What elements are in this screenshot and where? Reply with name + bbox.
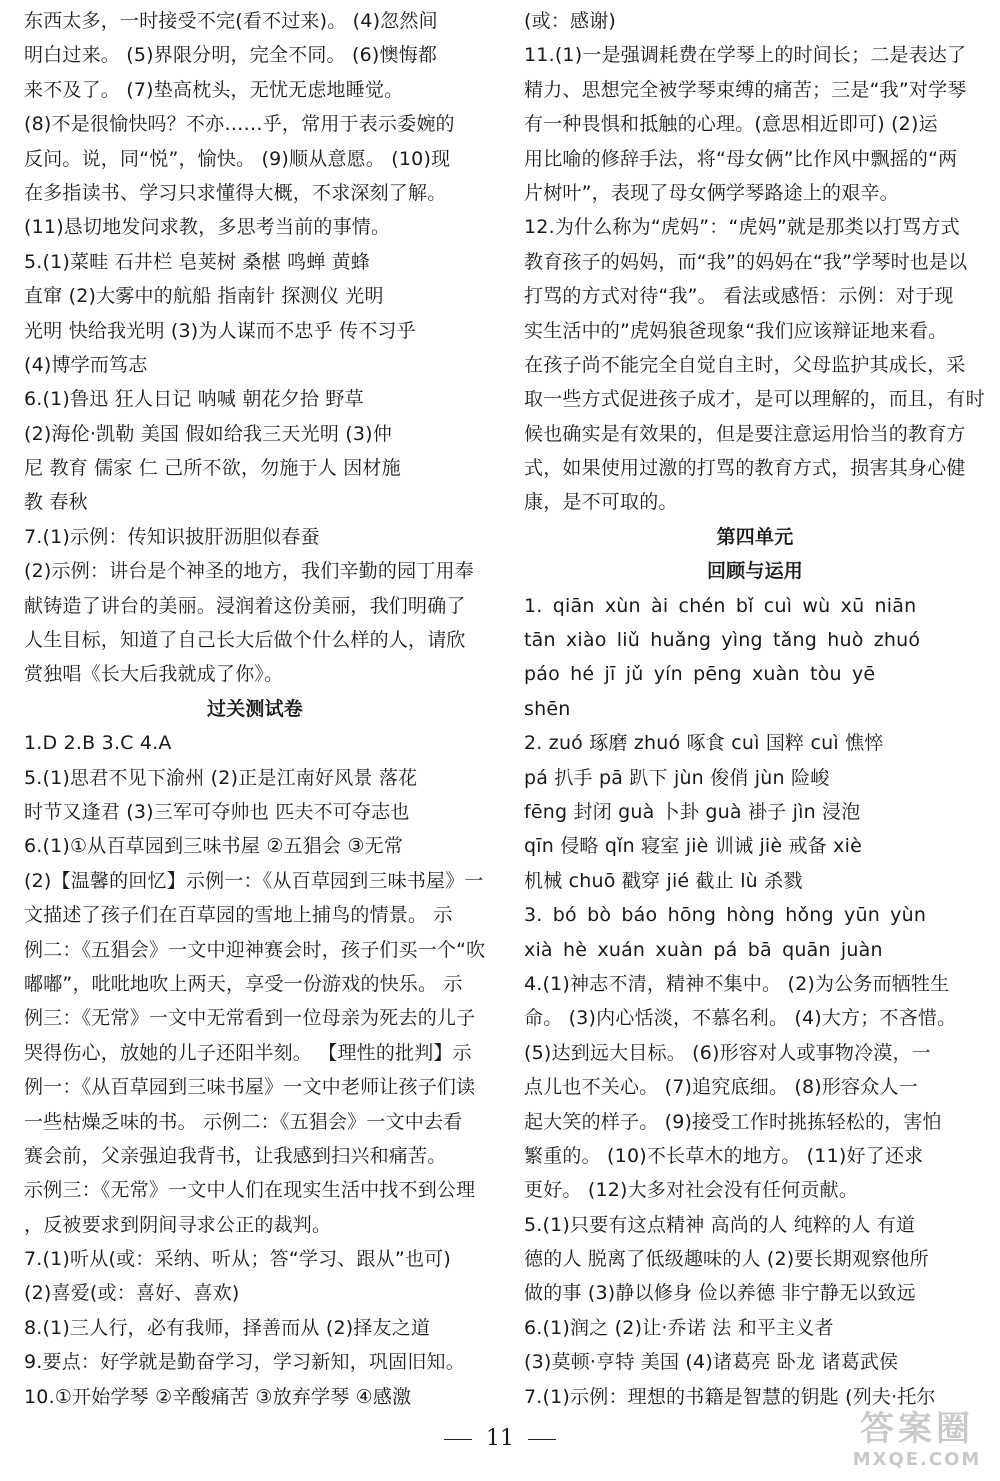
- watermark-bottom: MXQE.COM: [852, 1449, 982, 1470]
- text-line: 命。 (3)内心恬淡，不慕名利。 (4)大方；不吝惜。: [524, 1007, 957, 1030]
- section-heading: 第四单元: [716, 525, 794, 548]
- page-number-right-dash: [528, 1439, 556, 1440]
- text-line: páo hé jī jǔ yín pēng xuàn tòu yē: [524, 663, 876, 686]
- text-line: 8.(1)三人行，必有我师，择善而从 (2)择友之道: [24, 1316, 431, 1339]
- text-line: 嘟嘟”，吡吡地吹上两天，享受一份游戏的快乐。 示: [24, 972, 463, 995]
- text-line: 打骂的方式对待“我”。 看法或感悟：示例：对于现: [524, 285, 954, 308]
- text-line: 哭得伤心，放她的儿子还阳半刻。 【理性的批判】示: [24, 1041, 472, 1064]
- text-line: (2)示例：讲台是个神圣的地方，我们辛勤的园丁用奉: [24, 560, 474, 583]
- text-line: 在孩子尚不能完全自觉自主时，父母监护其成长，采: [524, 353, 966, 376]
- text-line: 3. bó bò báo hōng hòng hǒng yūn yùn: [524, 904, 927, 927]
- text-line: (8)不是很愉快吗？不亦……乎，常用于表示委婉的: [24, 113, 455, 136]
- text-line: 在多指读书、学习只求懂得大概，不求深刻了解。: [24, 181, 447, 204]
- text-line: (3)莫顿·亨特 美国 (4)诸葛亮 卧龙 诸葛武侯: [524, 1351, 899, 1374]
- text-line: 5.(1)思君不见下渝州 (2)正是江南好风景 落花: [24, 766, 418, 789]
- text-line: 片树叶”，表现了母女俩学琴路途上的艰辛。: [524, 181, 899, 204]
- text-line: 德的人 脱离了低级趣味的人 (2)要长期观察他所: [524, 1248, 929, 1271]
- text-line: 1.D 2.B 3.C 4.A: [24, 732, 172, 755]
- text-line: 例三：《无常》一文中无常看到一位母亲为死去的儿子: [24, 1007, 476, 1030]
- text-line: 6.(1)①从百草园到三味书屋 ②五猖会 ③无常: [24, 835, 404, 858]
- text-line: 7.(1)示例：传知识披肝沥胆似春蚕: [24, 525, 320, 548]
- page-number-left-dash: [444, 1439, 472, 1440]
- text-line: 东西太多，一时接受不完(看不过来)。 (4)忽然间: [24, 10, 438, 32]
- text-line: 教育孩子的妈妈，而“我”的妈妈在“我”学琴时也是以: [524, 250, 968, 273]
- text-line: 5.(1)菜畦 石井栏 皂荚树 桑椹 鸣蝉 黄蜂: [24, 250, 371, 273]
- text-line: 赏独唱《长大后我就成了你》。: [24, 663, 284, 686]
- text-line: 7.(1)听从(或：采纳、听从；答“学习、跟从”也可): [24, 1248, 451, 1271]
- text-line: 11.(1)一是强调耗费在学琴上的时间长；二是表达了: [524, 44, 967, 67]
- text-line: (5)达到远大目标。 (6)形容对人或事物冷漠，一: [524, 1041, 931, 1064]
- text-line: pá 扒手 pā 趴下 jùn 俊俏 jùn 险峻: [524, 766, 830, 789]
- section-heading: 过关测试卷: [206, 697, 303, 720]
- text-line: 例一：《从百草园到三味书屋》一文中老师让孩子们读: [24, 1076, 476, 1099]
- text-line: 12.为什么称为“虎妈”：“虎妈”就是那类以打骂方式: [524, 216, 960, 239]
- text-line: (4)博学而笃志: [24, 353, 148, 376]
- text-line: 实生活中的”虎妈狼爸现象“我们应该辩证地来看。: [524, 319, 948, 342]
- text-line: 文描述了孩子们在百草园的雪地上捕鸟的情景。 示: [24, 904, 453, 927]
- watermark-logo: [842, 1409, 992, 1475]
- text-line: 例二：《五猖会》一文中迎神赛会时，孩子们买一个“吹: [24, 938, 486, 961]
- text-line: 做的事 (3)静以修身 俭以养德 非宁静无以致远: [524, 1282, 916, 1305]
- text-line: ，反被要求到阴间寻求公正的裁判。: [24, 1213, 332, 1236]
- watermark-top: 答案圈: [860, 1409, 974, 1449]
- text-line: 6.(1)润之 (2)让·乔诺 法 和平主义者: [524, 1316, 834, 1339]
- text-line: 康，是不可取的。: [524, 491, 678, 514]
- text-line: 式，如果使用过激的打骂的教育方式，损害其身心健: [524, 457, 966, 480]
- text-line: qīn 侵略 qǐn 寝室 jiè 训诫 jiè 戒备 xiè: [524, 835, 862, 858]
- text-line: 机械 chuō 戳穿 jié 截止 lù 杀戮: [524, 869, 803, 892]
- text-line: 一些枯燥乏味的书。 示例二：《五猖会》一文中去看: [24, 1110, 463, 1133]
- text-line: tān xiào liǔ huǎng yìng tǎng huò zhuó: [524, 629, 921, 652]
- text-line: xià hè xuán xuàn pá bā quān juàn: [524, 938, 883, 961]
- text-line: 4.(1)神志不清，精神不集中。 (2)为公务而牺牲生: [524, 972, 950, 995]
- text-line: 示例三：《无常》一文中人们在现实生活中找不到公理: [24, 1179, 476, 1202]
- text-line: 10.①开始学琴 ②辛酸痛苦 ③放弃学琴 ④感激: [24, 1385, 412, 1408]
- text-line: (2)喜爱(或：喜好、喜欢): [24, 1282, 240, 1305]
- text-line: (2)【温馨的回忆】示例一：《从百草园到三味书屋》一: [24, 869, 484, 892]
- text-line: 献铸造了讲台的美丽。浸润着这份美丽，我们明确了: [24, 594, 466, 617]
- text-line: 繁重的。 (10)不长草木的地方。 (11)好了还求: [524, 1144, 924, 1167]
- right-column: [524, 4, 986, 1414]
- text-line: 取一些方式促进孩子成才，是可以理解的，而且，有时: [524, 388, 985, 411]
- text-line: (或：感谢): [524, 10, 617, 32]
- text-line: 2. zuó 琢磨 zhuó 啄食 cuì 国粹 cuì 憔悴: [524, 732, 884, 755]
- text-line: 更好。 (12)大多对社会没有任何贡献。: [524, 1179, 859, 1202]
- left-column: [24, 4, 486, 1414]
- text-line: 光明 快给我光明 (3)为人谋而不忠乎 传不习乎: [24, 319, 416, 342]
- text-line: 教 春秋: [24, 491, 88, 514]
- text-line: 精力、思想完全被学琴束缚的痛苦；三是“我”对学琴: [524, 78, 967, 101]
- text-line: 9.要点：好学就是勤奋学习，学习新知，巩固旧知。: [24, 1351, 465, 1374]
- text-line: 5.(1)只要有这点精神 高尚的人 纯粹的人 有道: [524, 1213, 916, 1236]
- text-line: 尼 教育 儒家 仁 己所不欲，勿施于人 因材施: [24, 457, 401, 480]
- text-line: 7.(1)示例：理想的书籍是智慧的钥匙 (列夫·托尔: [524, 1385, 936, 1408]
- section-heading: 回顾与运用: [706, 560, 803, 583]
- text-line: 1. qiān xùn ài chén bǐ cuì wù xū niān: [524, 594, 917, 617]
- text-line: 人生目标，知道了自己长大后做个什么样的人，请欣: [24, 629, 466, 652]
- text-line: shēn: [524, 697, 571, 720]
- text-line: 明白过来。 (5)界限分明，完全不同。 (6)懊悔都: [24, 44, 438, 67]
- text-line: fēng 封闭 guà 卜卦 guà 褂子 jìn 浸泡: [524, 800, 861, 823]
- text-line: 反问。说，同“悦”，愉快。 (9)顺从意愿。 (10)现: [24, 147, 451, 170]
- text-line: 有一种畏惧和抵触的心理。(意思相近即可) (2)运: [524, 113, 938, 136]
- text-line: 点儿也不关心。 (7)追究底细。 (8)形容众人一: [524, 1076, 918, 1099]
- text-line: 候也确实是有效果的，但是要注意运用恰当的教育方: [524, 422, 966, 445]
- text-line: (2)海伦·凯勒 美国 假如给我三天光明 (3)仲: [24, 422, 392, 445]
- text-line: 赛会前，父亲强迫我背书，让我感到扫兴和痛苦。: [24, 1144, 447, 1167]
- text-line: 起大笑的样子。 (9)接受工作时挑拣轻松的，害怕: [524, 1110, 942, 1133]
- text-line: 用比喻的修辞手法，将“母女俩”比作风中飘摇的“两: [524, 147, 958, 170]
- page-number-text: 11: [486, 1426, 514, 1451]
- text-line: (11)恳切地发问求教，多思考当前的事情。: [24, 216, 391, 239]
- text-line: 时节又逢君 (3)三军可夺帅也 匹夫不可夺志也: [24, 800, 410, 823]
- text-line: 来不及了。 (7)垫高枕头，无忧无虑地睡觉。: [24, 78, 404, 101]
- text-line: 直窜 (2)大雾中的航船 指南针 探测仪 光明: [24, 285, 384, 308]
- text-line: 6.(1)鲁迅 狂人日记 呐喊 朝花夕拾 野草: [24, 388, 364, 411]
